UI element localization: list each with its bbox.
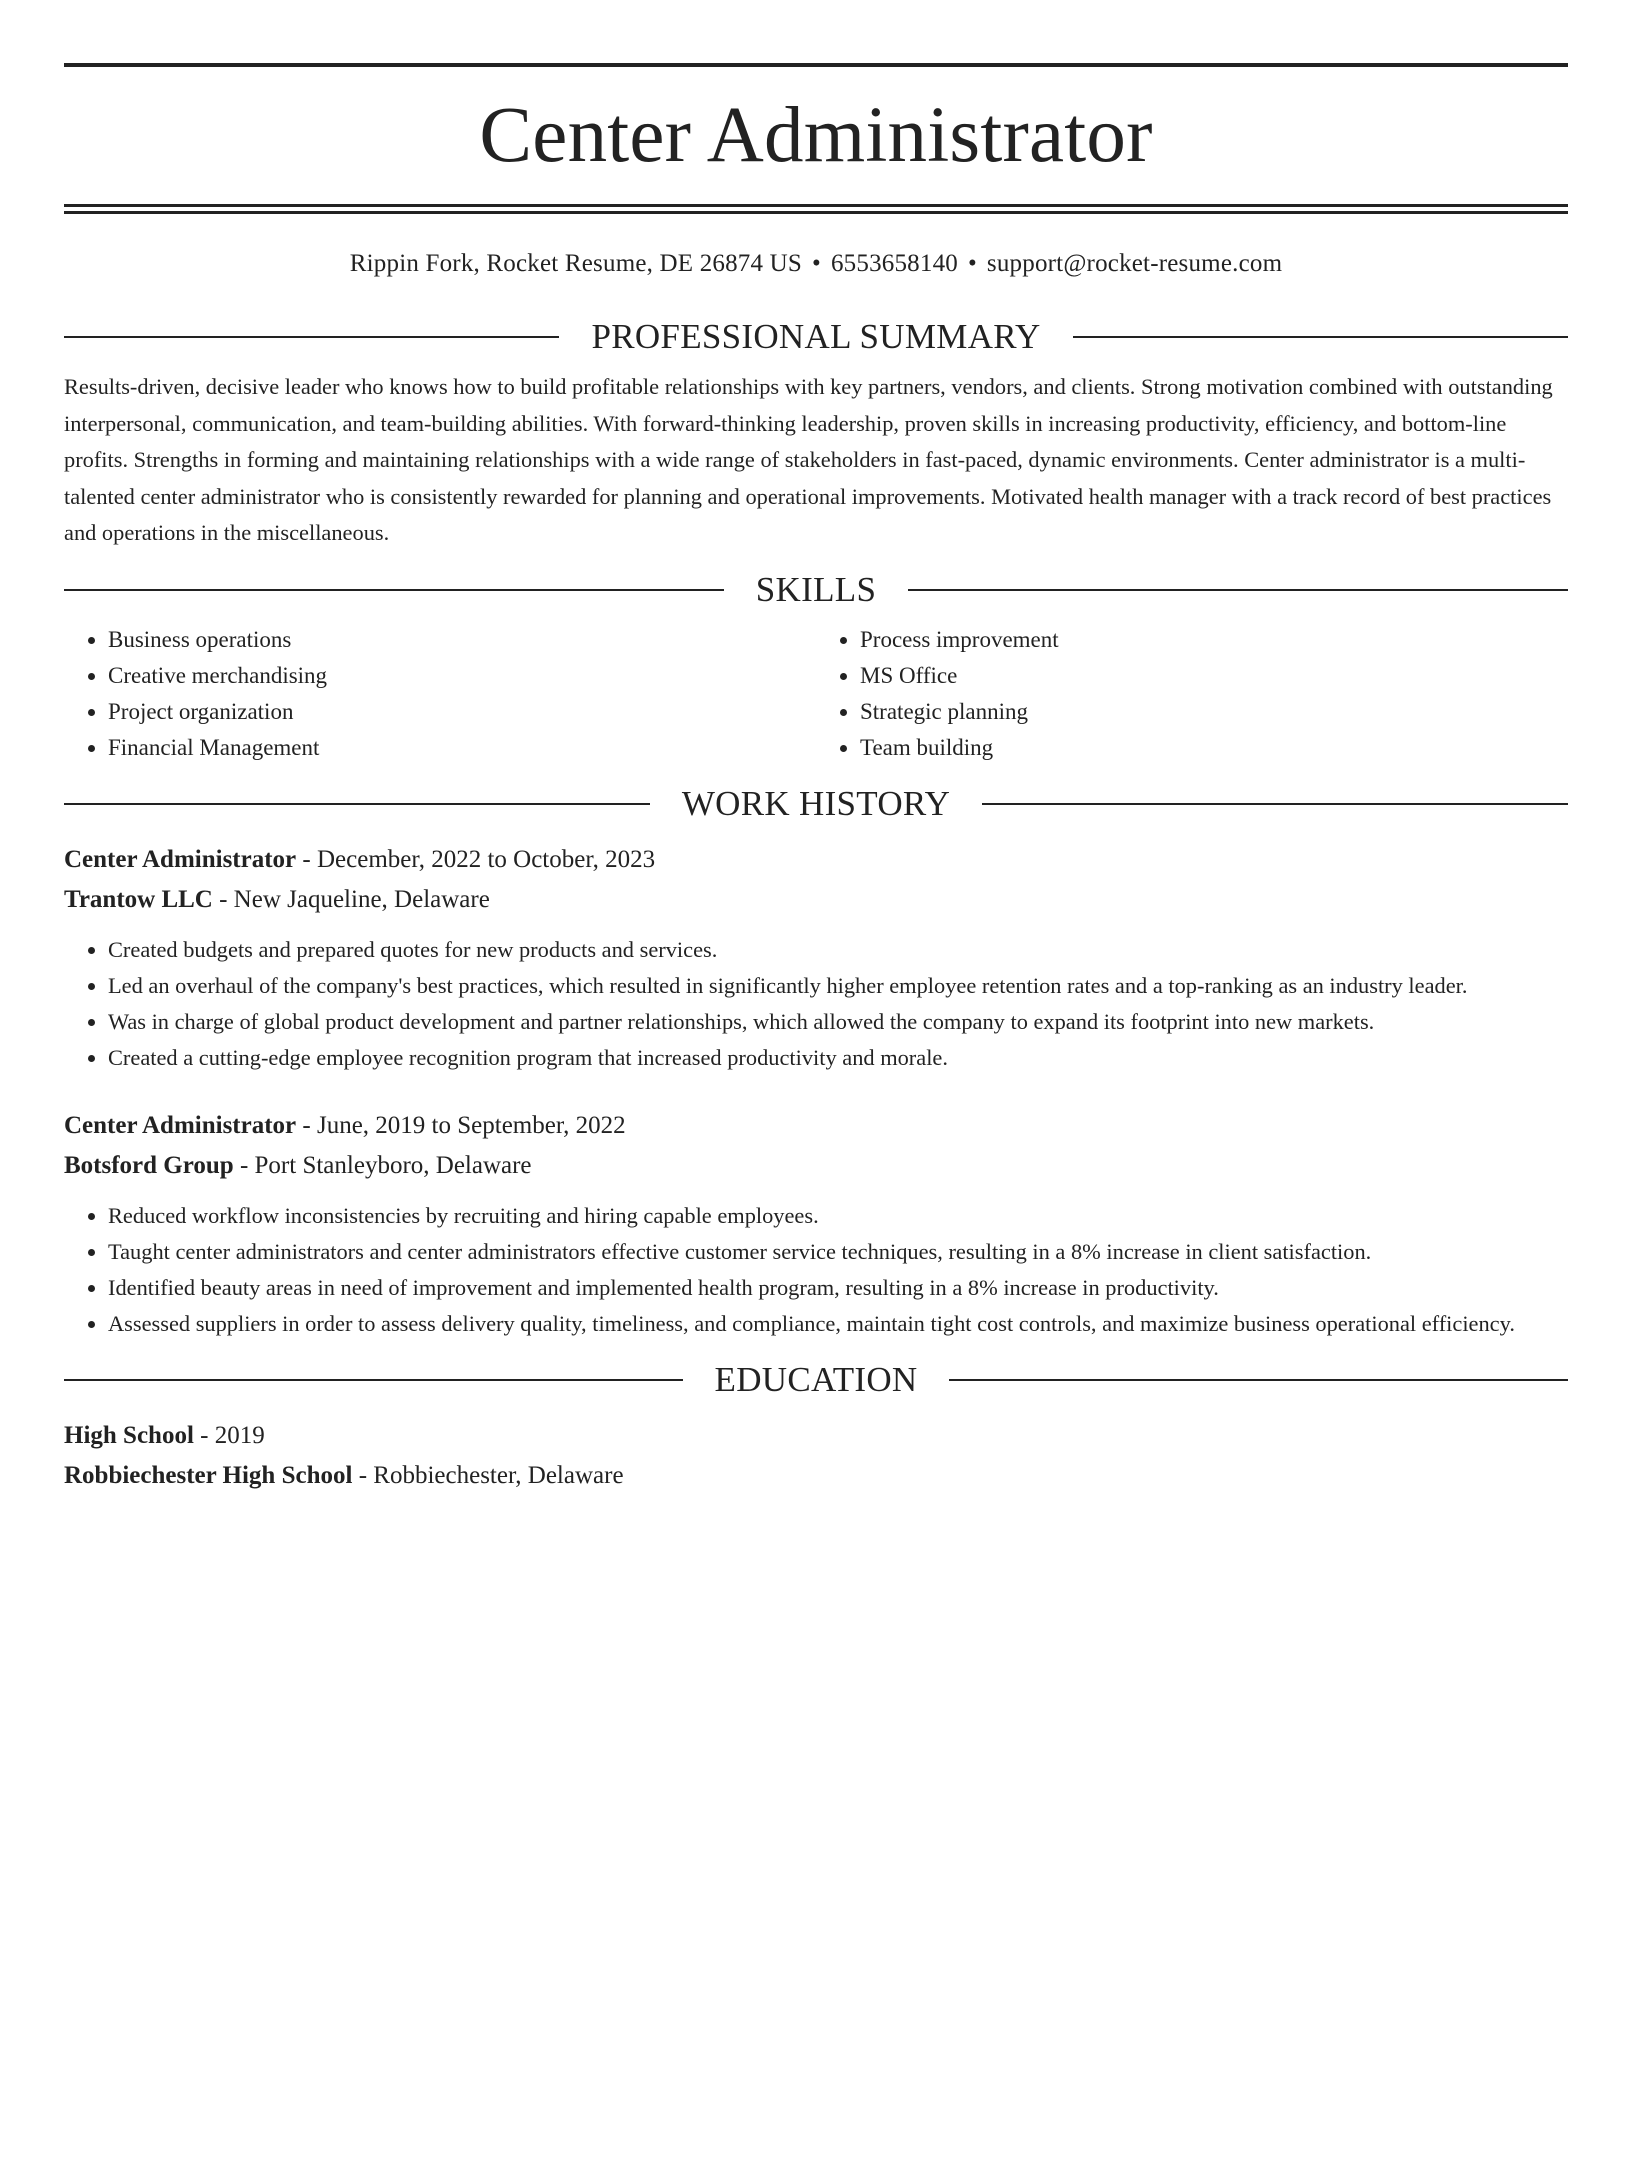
heading-rule-left xyxy=(64,1379,683,1381)
work-heading: WORK HISTORY xyxy=(681,783,951,823)
contact-address: Rippin Fork, Rocket Resume, DE 26874 US xyxy=(349,250,803,277)
job-title: Center Administrator xyxy=(64,845,297,873)
heading-rule-right xyxy=(949,1379,1568,1381)
job-bullet: • Created budgets and prepared quotes for new products and services. xyxy=(108,932,1568,968)
education-school: Robbiechester High School xyxy=(64,1461,353,1489)
resume-page xyxy=(0,63,1632,2175)
job-company: Trantow LLC xyxy=(64,885,213,913)
job-bullets xyxy=(64,1198,1568,1342)
summary-heading: PROFESSIONAL SUMMARY xyxy=(591,317,1041,356)
skills-section-heading xyxy=(64,570,1568,610)
skills-heading: SKILLS xyxy=(755,569,877,609)
job-dates: - December, 2022 to October, 2023 xyxy=(296,845,656,873)
contact-info xyxy=(64,250,1568,278)
job-title-line xyxy=(64,840,1568,880)
education-section-heading xyxy=(64,1360,1568,1400)
contact-phone: 6553658140 xyxy=(830,250,958,277)
skill-item: • Process improvement xyxy=(860,622,1568,658)
heading-rule-right xyxy=(982,803,1568,805)
skill-item: • Team building xyxy=(860,730,1568,766)
heading-rule-right xyxy=(908,589,1568,591)
job-bullet: • Led an overhaul of the company's best practices, which resulted in significantly higher employee retention rates and a top-ranking as an industry leader. xyxy=(108,968,1568,1004)
skill-item: • Financial Management xyxy=(108,730,816,766)
contact-email[interactable]: support@rocket-resume.com xyxy=(986,250,1283,277)
work-section-heading xyxy=(64,784,1568,824)
job-entry xyxy=(64,840,1568,1076)
header-double-rule xyxy=(64,204,1568,214)
heading-rule-left xyxy=(64,589,724,591)
education-year: - 2019 xyxy=(193,1421,265,1449)
skills-column-left xyxy=(64,622,816,766)
job-bullet: • Assessed suppliers in order to assess delivery quality, timeliness, and compliance, maintain tight cost controls, and maximize business operational efficiency. xyxy=(108,1306,1568,1342)
job-bullets xyxy=(64,932,1568,1076)
job-entry xyxy=(64,1106,1568,1342)
heading-rule-left xyxy=(64,336,559,338)
heading-rule-right xyxy=(1073,336,1568,338)
skills-column-right xyxy=(816,622,1568,766)
heading-rule-left xyxy=(64,803,650,805)
contact-separator: • xyxy=(967,250,977,277)
summary-text: Results-driven, decisive leader who knows how to build profitable relationships with key partners, vendors, and clients. Strong motivation combined with outstanding interpersonal, communication, and team-building abilities. With forward-thinking leadership, proven skills in increasing productivity, efficiency, and bottom-line profits. Strengths in forming and maintaining relationships with a wide range of stakeholders in fast-paced, dynamic environments. Center administrator is a multi-talented center administrator who is consistently rewarded for planning and operational improvements. Motivated health manager with a track record of best practices and operations in the miscellaneous. xyxy=(64,374,1553,545)
job-title-line xyxy=(64,1106,1568,1146)
education-school-line xyxy=(64,1456,1568,1496)
job-bullet: • Created a cutting-edge employee recognition program that increased productivity and morale. xyxy=(108,1040,1568,1076)
education-entry xyxy=(64,1416,1568,1496)
education-degree-line xyxy=(64,1416,1568,1456)
job-company-line xyxy=(64,1146,1568,1186)
job-title: Center Administrator xyxy=(64,1111,297,1139)
skills-list xyxy=(64,622,1568,766)
education-heading: EDUCATION xyxy=(714,1359,918,1399)
job-company-line xyxy=(64,880,1568,920)
summary-section-heading xyxy=(64,317,1568,357)
education-location: - Robbiechester, Delaware xyxy=(352,1461,624,1489)
job-company: Botsford Group xyxy=(64,1151,234,1179)
job-dates: - June, 2019 to September, 2022 xyxy=(296,1111,626,1139)
skill-item: • Creative merchandising xyxy=(108,658,816,694)
job-location: - Port Stanleyboro, Delaware xyxy=(233,1151,532,1179)
contact-separator: • xyxy=(812,250,821,277)
education-degree: High School xyxy=(64,1421,194,1449)
job-bullet: • Identified beauty areas in need of improvement and implemented health program, resulting in a 8% increase in productivity. xyxy=(108,1270,1568,1306)
job-bullet: • Reduced workflow inconsistencies by recruiting and hiring capable employees. xyxy=(108,1198,1568,1234)
resume-name: Center Administrator xyxy=(479,92,1153,179)
job-bullet: • Was in charge of global product development and partner relationships, which allowed the company to expand its footprint into new markets. xyxy=(108,1004,1568,1040)
skill-item: • Business operations xyxy=(108,622,816,658)
job-bullet: • Taught center administrators and center administrators effective customer service techniques, resulting in a 8% increase in client satisfaction. xyxy=(108,1234,1568,1270)
skill-item: • Strategic planning xyxy=(860,694,1568,730)
job-location: - New Jaqueline, Delaware xyxy=(212,885,490,913)
skill-item: • Project organization xyxy=(108,694,816,730)
skill-item: • MS Office xyxy=(860,658,1568,694)
